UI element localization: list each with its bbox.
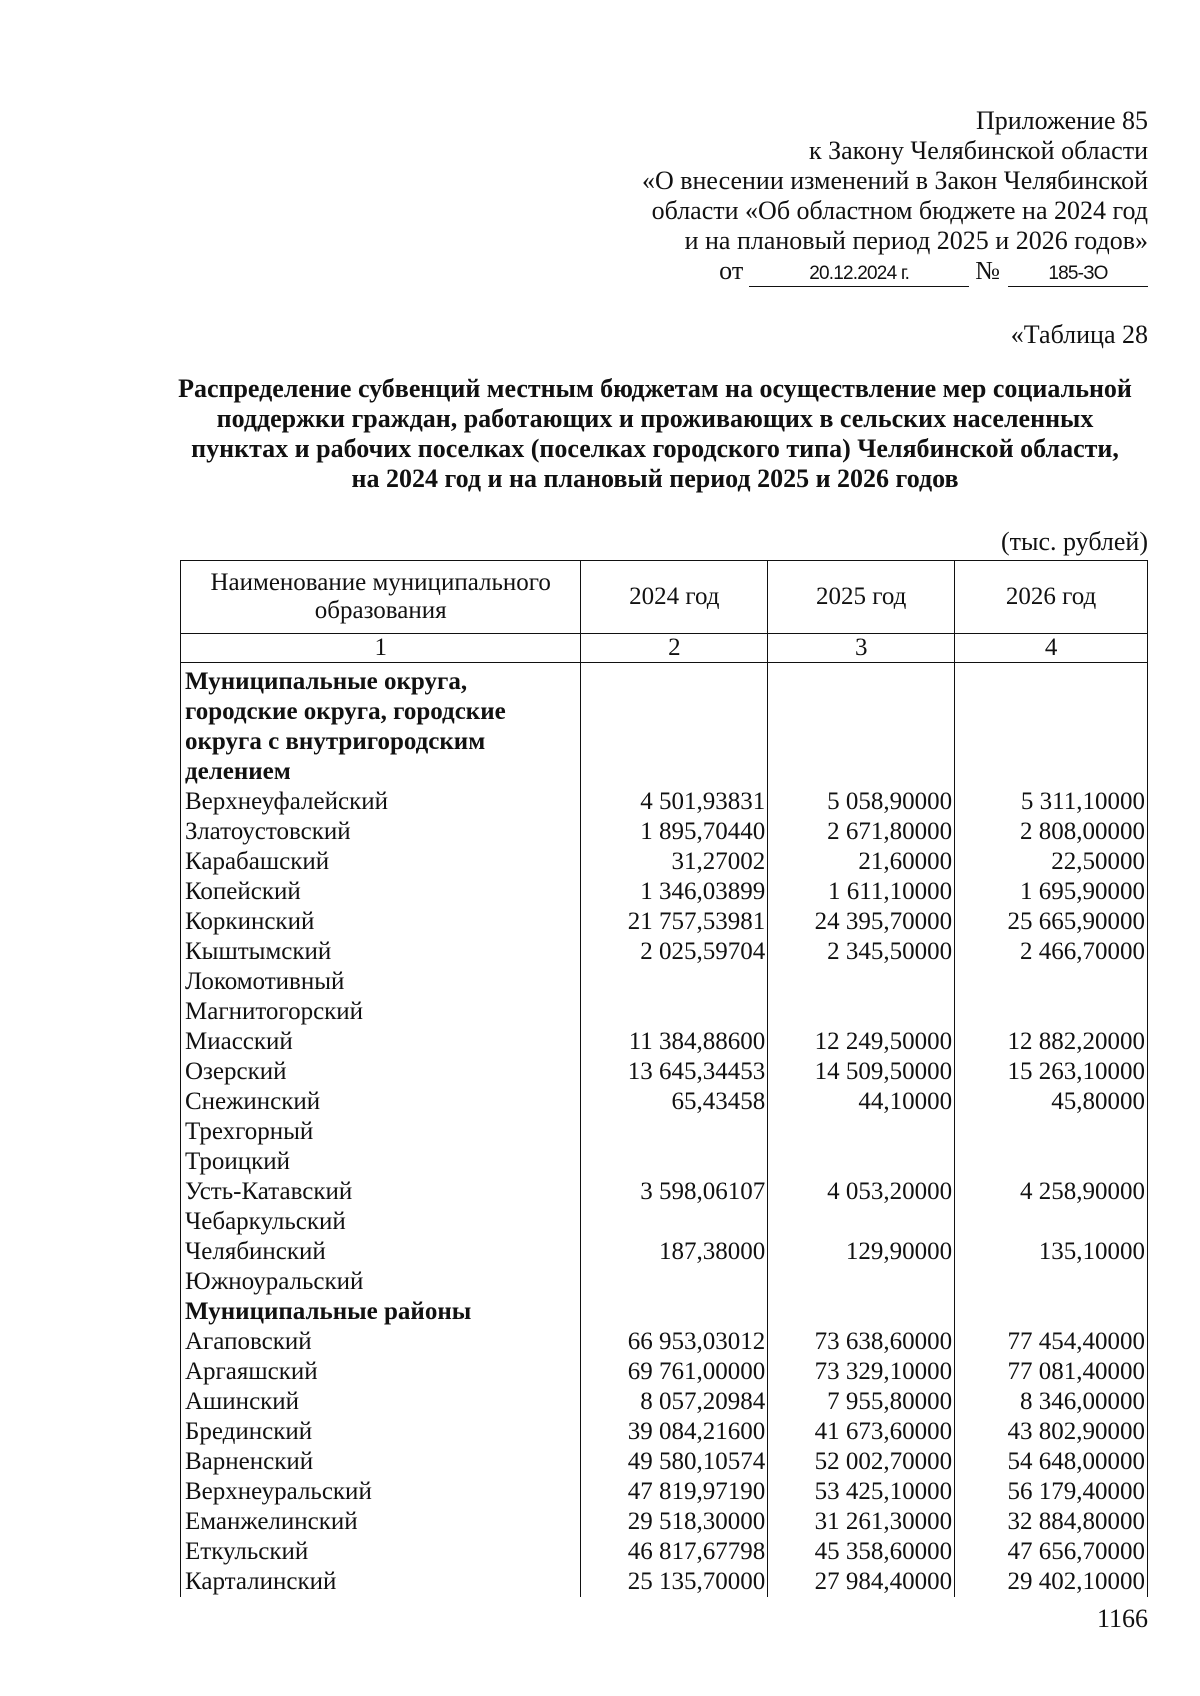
units-label: (тыс. рублей) xyxy=(1000,527,1148,556)
header-2024: 2024 год xyxy=(581,561,768,634)
table-row xyxy=(181,1027,1148,1057)
amount-cell xyxy=(768,1207,955,1237)
municipality-name: Брединский xyxy=(181,1417,581,1447)
table-row xyxy=(181,1057,1148,1087)
amount-cell: 77 454,40000 xyxy=(955,1327,1148,1357)
municipality-name: Озерский xyxy=(181,1057,581,1087)
amount-cell: 22,50000 xyxy=(955,847,1148,877)
table-row xyxy=(181,1177,1148,1207)
title-line-4: на 2024 год и на плановый период 2025 и 2026 годов xyxy=(351,464,959,493)
amount-cell: 4 258,90000 xyxy=(955,1177,1148,1207)
table-row xyxy=(181,1507,1148,1537)
amount-cell: 14 509,50000 xyxy=(768,1057,955,1087)
amount-cell: 73 638,60000 xyxy=(768,1327,955,1357)
table-row xyxy=(181,967,1148,997)
amount-cell xyxy=(581,967,768,997)
amount-cell: 73 329,10000 xyxy=(768,1357,955,1387)
table-row xyxy=(181,937,1148,967)
municipality-name: Локомотивный xyxy=(181,967,581,997)
annex-line-4: области «Об областном бюджете на 2024 год xyxy=(651,196,1148,225)
amount-cell xyxy=(768,967,955,997)
municipality-name: Миасский xyxy=(181,1027,581,1057)
title-line-1: Распределение субвенций местным бюджетам на осуществление мер социальной xyxy=(178,374,1132,403)
municipality-name: Южноуральский xyxy=(181,1267,581,1297)
municipality-name: Агаповский xyxy=(181,1327,581,1357)
amount-cell: 2 808,00000 xyxy=(955,817,1148,847)
municipality-name: Трехгорный xyxy=(181,1117,581,1147)
municipality-name: Кыштымский xyxy=(181,937,581,967)
amount-cell: 43 802,90000 xyxy=(955,1417,1148,1447)
amount-cell: 46 817,67798 xyxy=(581,1537,768,1567)
municipality-name: Верхнеуфалейский xyxy=(181,787,581,817)
amount-cell: 27 984,40000 xyxy=(768,1567,955,1597)
amount-cell: 7 955,80000 xyxy=(768,1387,955,1417)
amount-cell: 8 057,20984 xyxy=(581,1387,768,1417)
amount-cell: 2 345,50000 xyxy=(768,937,955,967)
table-label: «Таблица 28 xyxy=(1010,320,1148,349)
table-row xyxy=(181,877,1148,907)
empty-cell xyxy=(768,1297,955,1327)
table-header-row xyxy=(181,561,1148,634)
table-row xyxy=(181,1147,1148,1177)
municipality-name: Златоустовский xyxy=(181,817,581,847)
amount-cell: 39 084,21600 xyxy=(581,1417,768,1447)
amount-cell: 77 081,40000 xyxy=(955,1357,1148,1387)
amount-cell: 2 466,70000 xyxy=(955,937,1148,967)
amount-cell: 29 518,30000 xyxy=(581,1507,768,1537)
document-title xyxy=(170,374,1140,494)
municipality-name: Еманжелинский xyxy=(181,1507,581,1537)
table-row xyxy=(181,1477,1148,1507)
amount-cell: 21,60000 xyxy=(768,847,955,877)
table-row xyxy=(181,1207,1148,1237)
table-row xyxy=(181,997,1148,1027)
column-number: 3 xyxy=(768,634,955,663)
amount-cell: 3 598,06107 xyxy=(581,1177,768,1207)
amount-cell: 44,10000 xyxy=(768,1087,955,1117)
empty-cell xyxy=(955,1297,1148,1327)
header-2026: 2026 год xyxy=(955,561,1148,634)
amount-cell: 53 425,10000 xyxy=(768,1477,955,1507)
amount-cell xyxy=(768,997,955,1027)
section-name: Муниципальные районы xyxy=(181,1297,581,1327)
table-row xyxy=(181,1537,1148,1567)
amount-cell: 11 384,88600 xyxy=(581,1027,768,1057)
amount-cell: 66 953,03012 xyxy=(581,1327,768,1357)
amount-cell: 54 648,00000 xyxy=(955,1447,1148,1477)
amount-cell: 45 358,60000 xyxy=(768,1537,955,1567)
amount-cell: 13 645,34453 xyxy=(581,1057,768,1087)
table-row xyxy=(181,1237,1148,1267)
amount-cell: 69 761,00000 xyxy=(581,1357,768,1387)
amount-cell: 47 819,97190 xyxy=(581,1477,768,1507)
amount-cell: 187,38000 xyxy=(581,1237,768,1267)
amount-cell: 25 135,70000 xyxy=(581,1567,768,1597)
amount-cell: 8 346,00000 xyxy=(955,1387,1148,1417)
title-line-3: пунктах и рабочих поселках (поселках городского типа) Челябинской области, xyxy=(191,434,1119,463)
table-row xyxy=(181,1417,1148,1447)
column-number: 4 xyxy=(955,634,1148,663)
amount-cell: 135,10000 xyxy=(955,1237,1148,1267)
municipality-name: Копейский xyxy=(181,877,581,907)
amount-cell xyxy=(768,1267,955,1297)
amount-cell xyxy=(955,1207,1148,1237)
table-row xyxy=(181,787,1148,817)
table-row xyxy=(181,1387,1148,1417)
table-row xyxy=(181,847,1148,877)
amount-cell xyxy=(581,1207,768,1237)
municipality-name: Ашинский xyxy=(181,1387,581,1417)
table-row xyxy=(181,817,1148,847)
municipality-name: Челябинский xyxy=(181,1237,581,1267)
table-body xyxy=(181,663,1148,1598)
amount-cell xyxy=(581,1147,768,1177)
table-row xyxy=(181,1327,1148,1357)
section-row xyxy=(181,1297,1148,1327)
amount-cell: 65,43458 xyxy=(581,1087,768,1117)
column-number-row xyxy=(181,634,1148,663)
amount-cell: 15 263,10000 xyxy=(955,1057,1148,1087)
header-municipality: Наименование муниципального образования xyxy=(181,561,581,634)
amount-cell: 24 395,70000 xyxy=(768,907,955,937)
column-number: 2 xyxy=(581,634,768,663)
page-number: 1166 xyxy=(1096,1604,1148,1633)
amount-cell xyxy=(955,1147,1148,1177)
section-name: Муниципальные округа, городские округа, городские округа с внутригородским делением xyxy=(181,663,581,788)
municipality-name: Верхнеуральский xyxy=(181,1477,581,1507)
empty-cell xyxy=(955,663,1148,788)
amount-cell: 49 580,10574 xyxy=(581,1447,768,1477)
municipality-name: Чебаркульский xyxy=(181,1207,581,1237)
from-label: от xyxy=(719,256,744,285)
amount-cell: 52 002,70000 xyxy=(768,1447,955,1477)
amount-cell: 21 757,53981 xyxy=(581,907,768,937)
municipality-name: Усть-Катавский xyxy=(181,1177,581,1207)
annex-line-3: «О внесении изменений в Закон Челябинской xyxy=(641,166,1148,195)
municipality-name: Коркинский xyxy=(181,907,581,937)
amount-cell xyxy=(581,1117,768,1147)
table-row xyxy=(181,1357,1148,1387)
municipality-name: Карталинский xyxy=(181,1567,581,1597)
table-row xyxy=(181,1117,1148,1147)
amount-cell: 4 501,93831 xyxy=(581,787,768,817)
table-row xyxy=(181,1447,1148,1477)
table-row xyxy=(181,1567,1148,1597)
amount-cell: 1 895,70440 xyxy=(581,817,768,847)
municipality-name: Аргаяшский xyxy=(181,1357,581,1387)
amount-cell: 1 611,10000 xyxy=(768,877,955,907)
amount-cell: 45,80000 xyxy=(955,1087,1148,1117)
title-line-2: поддержки граждан, работающих и проживающих в сельских населенных xyxy=(216,404,1094,433)
empty-cell xyxy=(581,663,768,788)
annex-header xyxy=(642,106,1148,287)
header-2025: 2025 год xyxy=(768,561,955,634)
amount-cell: 41 673,60000 xyxy=(768,1417,955,1447)
amount-cell: 47 656,70000 xyxy=(955,1537,1148,1567)
amount-cell xyxy=(955,1267,1148,1297)
amount-cell xyxy=(955,997,1148,1027)
amount-cell: 5 311,10000 xyxy=(955,787,1148,817)
amount-cell: 12 882,20000 xyxy=(955,1027,1148,1057)
amount-cell: 56 179,40000 xyxy=(955,1477,1148,1507)
subvention-table xyxy=(180,560,1148,1597)
annex-date-line xyxy=(642,256,1148,287)
law-number: 185-ЗО xyxy=(1008,262,1148,287)
amount-cell: 4 053,20000 xyxy=(768,1177,955,1207)
amount-cell: 2 025,59704 xyxy=(581,937,768,967)
empty-cell xyxy=(581,1297,768,1327)
amount-cell xyxy=(581,997,768,1027)
amount-cell: 31 261,30000 xyxy=(768,1507,955,1537)
table-row xyxy=(181,907,1148,937)
amount-cell: 5 058,90000 xyxy=(768,787,955,817)
municipality-name: Снежинский xyxy=(181,1087,581,1117)
amount-cell xyxy=(955,1117,1148,1147)
number-label: № xyxy=(975,256,1000,285)
column-number: 1 xyxy=(181,634,581,663)
amount-cell xyxy=(955,967,1148,997)
table-row xyxy=(181,1087,1148,1117)
annex-line-5: и на плановый период 2025 и 2026 годов» xyxy=(684,226,1148,255)
amount-cell: 32 884,80000 xyxy=(955,1507,1148,1537)
municipality-name: Магнитогорский xyxy=(181,997,581,1027)
law-date: 20.12.2024 г. xyxy=(749,262,969,287)
amount-cell: 1 346,03899 xyxy=(581,877,768,907)
municipality-name: Еткульский xyxy=(181,1537,581,1567)
amount-cell: 12 249,50000 xyxy=(768,1027,955,1057)
amount-cell xyxy=(768,1147,955,1177)
amount-cell: 31,27002 xyxy=(581,847,768,877)
empty-cell xyxy=(768,663,955,788)
amount-cell: 2 671,80000 xyxy=(768,817,955,847)
amount-cell xyxy=(768,1117,955,1147)
municipality-name: Варненский xyxy=(181,1447,581,1477)
annex-line-2: к Закону Челябинской области xyxy=(808,136,1148,165)
municipality-name: Троицкий xyxy=(181,1147,581,1177)
table-row xyxy=(181,1267,1148,1297)
amount-cell: 29 402,10000 xyxy=(955,1567,1148,1597)
amount-cell: 1 695,90000 xyxy=(955,877,1148,907)
annex-line-1: Приложение 85 xyxy=(975,106,1148,135)
amount-cell: 129,90000 xyxy=(768,1237,955,1267)
amount-cell: 25 665,90000 xyxy=(955,907,1148,937)
section-row xyxy=(181,663,1148,788)
municipality-name: Карабашский xyxy=(181,847,581,877)
amount-cell xyxy=(581,1267,768,1297)
